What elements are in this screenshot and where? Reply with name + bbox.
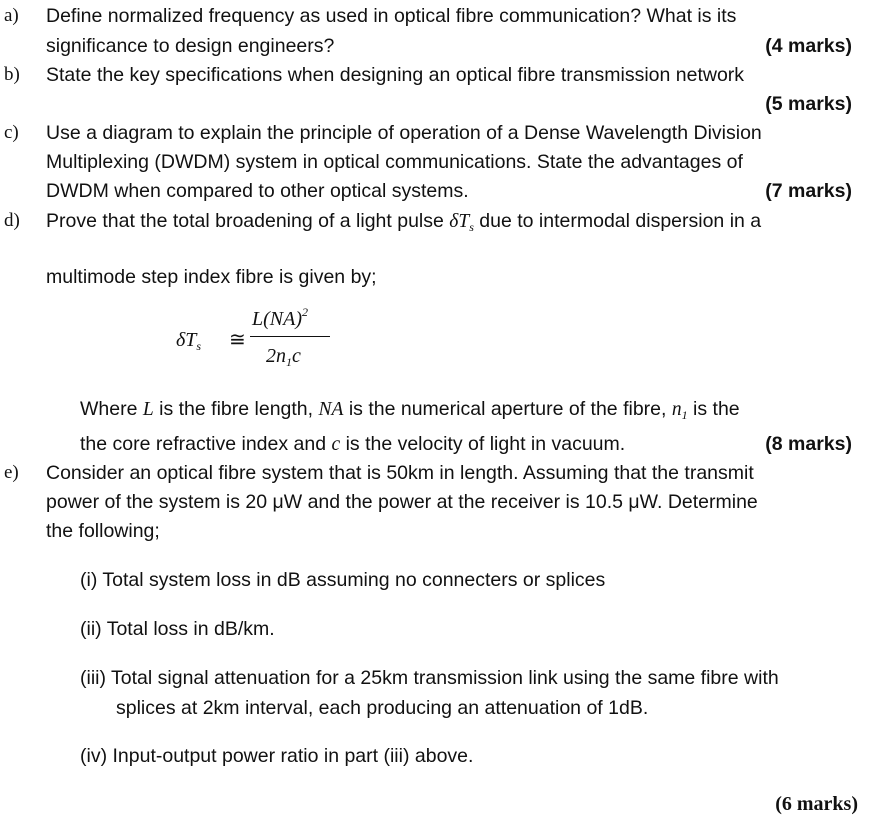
question-d-where-line: Where L is the fibre length, NA is the numerical aperture of the fibre, $n_1$ is the <box>80 398 740 422</box>
question-e-item-ii: (ii) Total loss in dB/km. <box>80 618 275 640</box>
question-b-label: b) <box>4 64 20 85</box>
question-e-line-3: the following; <box>46 520 160 542</box>
question-e-item-i: (i) Total system loss in dB assuming no connecters or splices <box>80 569 606 591</box>
delta-ts-symbol: $\delta T_s$ <box>449 211 474 234</box>
question-d-line-4: the core refractive index and c is the velocity of light in vacuum. <box>80 433 626 455</box>
question-b-line-1: State the key specifications when designing an optical fibre transmission network <box>46 64 745 86</box>
question-d-line-1: Prove that the total broadening of a light pulse $\delta T_s$ due to intermodal dispersion in a <box>46 210 762 234</box>
question-d-marks: (8 marks) <box>765 433 852 455</box>
question-a-label: a) <box>4 5 19 26</box>
formula-numerator: L(NA)$^2$ <box>252 305 308 330</box>
question-d-line-2: multimode step index fibre is given by; <box>46 266 377 288</box>
question-e-line-1: Consider an optical fibre system that is 50km in length. Assuming that the transmit <box>46 462 754 484</box>
question-e-item-iii-cont: splices at 2km interval, each producing an attenuation of 1dB. <box>116 697 649 719</box>
question-a-line-2: significance to design engineers? <box>46 35 335 57</box>
question-e-label: e) <box>4 462 19 483</box>
formula-denominator: $2n_1c$ <box>266 345 301 369</box>
question-c-marks: (7 marks) <box>765 180 852 202</box>
formula-approx-sign: ≅ <box>229 329 246 351</box>
question-a-line-1: Define normalized frequency as used in optical fibre communication? What is its <box>46 5 737 27</box>
question-c-line-1: Use a diagram to explain the principle of operation of a Dense Wavelength Division <box>46 122 762 144</box>
question-e-line-2: power of the system is 20 μW and the power at the receiver is 10.5 μW. Determine <box>46 491 758 513</box>
question-c-line-3: DWDM when compared to other optical systems. <box>46 180 469 202</box>
question-c-label: c) <box>4 122 19 143</box>
question-d-label: d) <box>4 210 20 231</box>
question-e-marks: (6 marks) <box>775 793 858 815</box>
question-a-marks: (4 marks) <box>765 35 852 57</box>
question-e-item-iv: (iv) Input-output power ratio in part (iii) above. <box>80 745 474 767</box>
question-b-marks: (5 marks) <box>765 93 852 115</box>
question-c-line-2: Multiplexing (DWDM) system in optical communications. State the advantages of <box>46 151 743 173</box>
formula-lhs: $\delta T_s$ <box>176 329 202 353</box>
fraction-bar <box>250 336 330 337</box>
question-e-item-iii: (iii) Total signal attenuation for a 25km transmission link using the same fibre with <box>80 667 779 689</box>
